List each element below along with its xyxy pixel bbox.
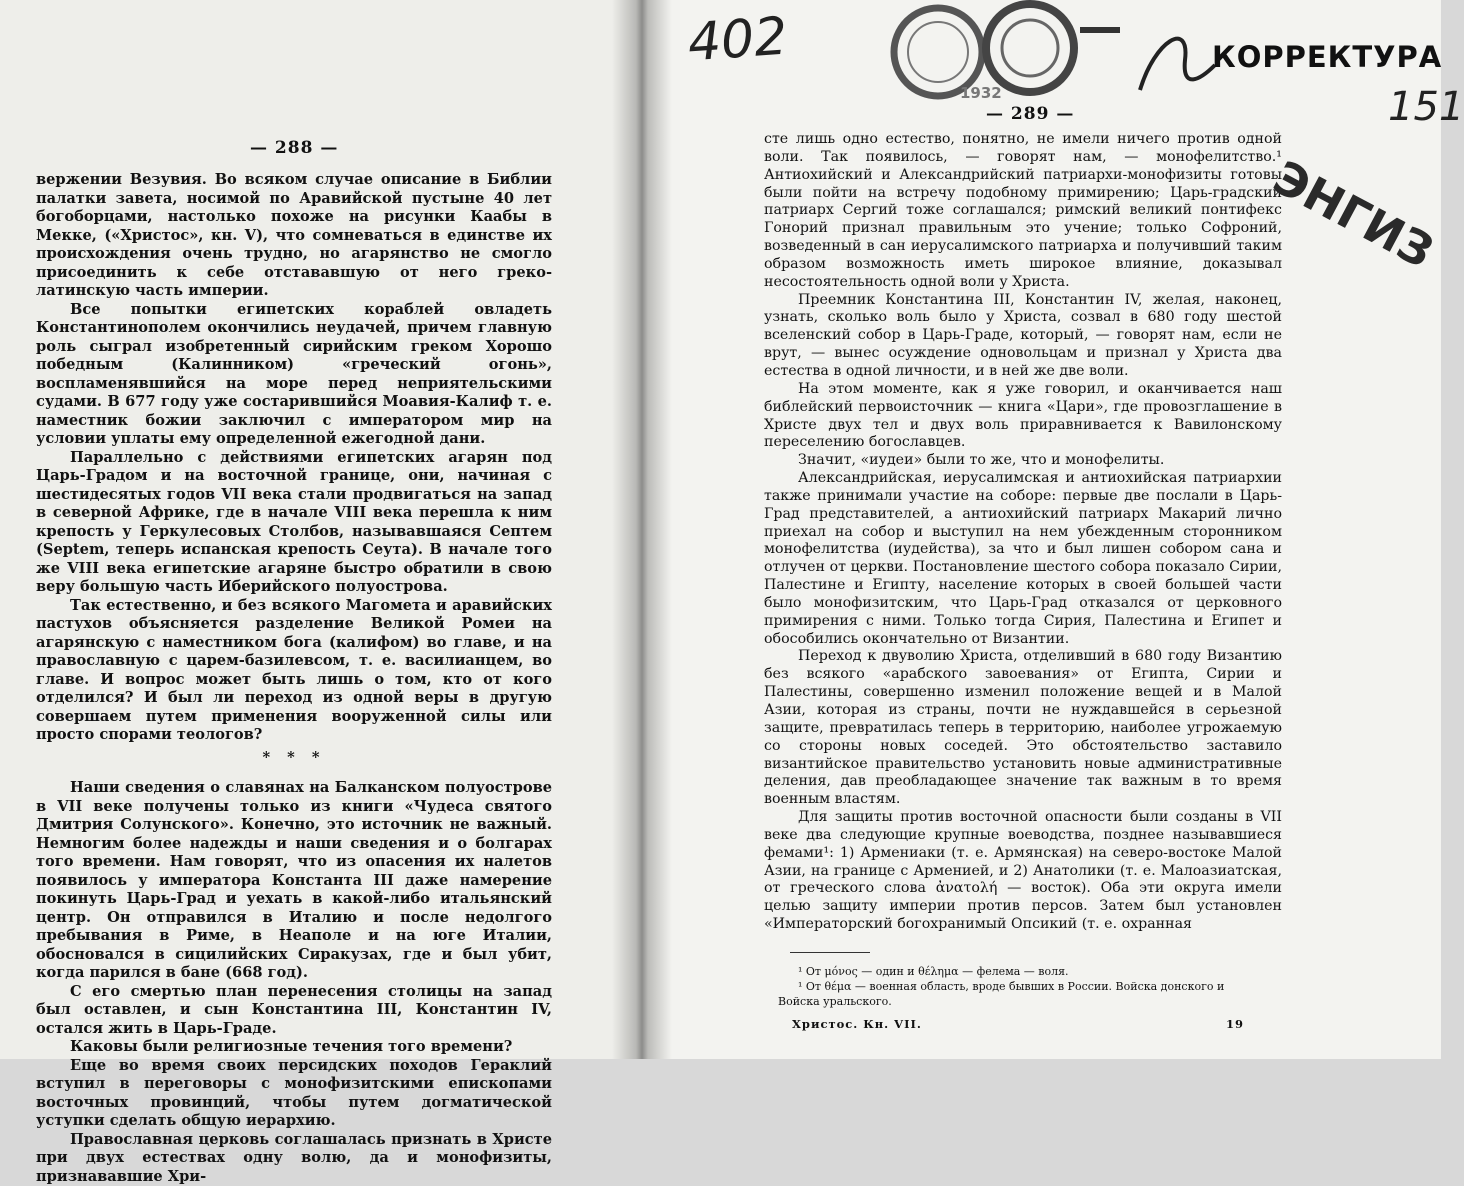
right-page-number: — 289 — bbox=[986, 104, 1074, 124]
footnote-rule bbox=[790, 952, 870, 953]
paragraph: Наши сведения о славянах на Балканском полуострове в VII веке получены только из книги «Чудеса святого Дмитрия Солунского». Конечно, это источник не важный. Немногим более надежды и наши сведения и о болгарах того времени. Нам говорят, что из опасения их налетов появилось у императора Константа III даже намерение покинуть Царь-Град и уехать в какой-либо итальянский центр. Он отправился в Италию и после недолгого пребывания в Риме, в Неаполе и на юге Италии, обосновался в сицилийских Сиракузах, где и был убит, когда парился в бане (668 год). bbox=[36, 779, 552, 983]
paragraph: вержении Везувия. Во всяком случае описание в Библии палатки завета, носимой по Аравийской пустыне 40 лет богоборцами, настолько похоже на рисунки Каабы в Мекке, («Христос», кн. V), что сомневаться в единстве их происхождения очень трудно, но агарянство не смогло присоединить к себе отстававшую от него греко-латинскую часть империи. bbox=[36, 171, 552, 301]
stamp-engiz: ЭНГИЗ bbox=[1265, 150, 1443, 279]
paragraph: Для защиты против восточной опасности были созданы в VII веке два следующие крупные воеводства, позднее называвшиеся фемами¹: 1) Армениаки (т. е. Армянская) на северо-востоке Малой Азии, на границе с Арменией, и 2) Анатолики (т. е. Малоазиатская, от греческого слова ἀνατολή — восток). Оба эти округа имели целью защиту империи против персов. Затем был установлен «Императорский богохранимый Опсикий (т. е. охранная bbox=[764, 809, 1282, 934]
left-page-text bbox=[36, 171, 552, 1186]
footnote: ¹ От μόνος — один и θέλημα — фелема — воля. bbox=[778, 964, 1258, 979]
paragraph: На этом моменте, как я уже говорил, и оканчивается наш библейский первоисточник — книга «Цари», где провозглашение в Христе двух тел и двух воль приравнивается к Вавилонскому переселению богославцев. bbox=[764, 381, 1282, 452]
round-stamps-icon bbox=[890, 0, 1130, 110]
handwritten-corner-number: 151 bbox=[1388, 84, 1464, 130]
paragraph: Переход к двуволию Христа, отделивший в 680 году Византию без всякого «арабского завоевания» от Египта, Сирии и Палестины, совершенно изменил положение вещей и в Малой Азии, которая из страны, почти не нуждавшейся в серьезной защите, превратилась теперь в территорию, наиболее угрожаемую со стороны новых соседей. Это обстоятельство заставило византийское правительство установить новые административные деления, дав преобладающее значение так важным в то время военным властям. bbox=[764, 648, 1282, 809]
paragraph: Александрийская, иерусалимская и антиохийская патриархии также принимали участие на соборе: первые две послали в Царь-Град представителей, а антиохийский патриарх Макарий лично приехал на собор и выступил на нем убежденным сторонником монофелитства (иудейства), за что и был лишен собором сана и отлучен от церкви. Постановление шестого собора показало Сирии, Палестине и Египту, население которых в своей большей части было монофизитским, что Царь-Град отказался от церковного примирения с ними. Только тогда Сирия, Палестина и Египет и обособились окончательно от Византии. bbox=[764, 470, 1282, 648]
paragraph: Значит, «иудеи» были то же, что и монофелиты. bbox=[764, 452, 1282, 470]
footnote: ¹ От θέμα — военная область, вроде бывших в России. Войска донского и Войска уральского. bbox=[778, 979, 1258, 1009]
left-page bbox=[0, 0, 640, 1059]
pencil-swoosh-icon bbox=[1130, 20, 1220, 100]
paragraph: Православная церковь соглашалась признать в Христе при двух естествах одну волю, да и монофизиты, признававшие Хри- bbox=[36, 1131, 552, 1186]
stamp-korrektura: КОРРЕКТУРА bbox=[1212, 40, 1442, 74]
left-page-number: — 288 — bbox=[250, 138, 338, 158]
paragraph: Каковы были религиозные течения того времени? bbox=[36, 1038, 552, 1057]
paragraph: Все попытки египетских кораблей овладеть Константинополем окончились неудачей, причем главную роль сыграл изобретенный сирийским греком Хорошо победным (Калинником) «греческий огонь», воспламенявшийся на море перед неприятельскими судами. В 677 году уже состарившийся Моавия-Калиф т. е. наместник божии заключил с императором мир на условии уплаты ему определенной ежегодной дани. bbox=[36, 301, 552, 449]
book-gutter bbox=[612, 0, 672, 1059]
signature-mark: Христос. Кн. VII. bbox=[792, 1017, 922, 1031]
paragraph: Так естественно, и без всякого Магомета и аравийских пастухов объясняется разделение Великой Ромеи на агарянскую с наместником бога (калифом) во главе, и на православную с царем-базилевсом, т. е. василианцем, во главе. И вопрос может быть лишь о том, кто от кого отделился? И был ли переход из одной веры в другую совершаем путем применения вооруженной силы или просто спорами теологов? bbox=[36, 597, 552, 745]
right-page-text bbox=[764, 131, 1282, 934]
paragraph: С его смертью план перенесения столицы на запад был оставлен, и сын Константина III, Константин IV, остался жить в Царь-Граде. bbox=[36, 983, 552, 1039]
signature-page-number: 19 bbox=[1226, 1017, 1244, 1031]
paragraph: сте лишь одно естество, понятно, не имели ничего против одной воли. Так появилось, — говорят нам, — монофелитство.¹ Антиохийский и Александрийский патриархи-монофизиты готовы были пойти на встречу подобному примирению; Царь-градский патриарх Сергий тоже соглашался; римский великий понтифекс Гонорий признал правильным это учение; только Софроний, возведенный в сан иерусалимского патриарха и получивший таким образом возможность иметь широкое влияние, доказывал несостоятельность одной воли у Христа. bbox=[764, 131, 1282, 292]
footnotes bbox=[778, 964, 1258, 1009]
stamp-year: 1932 bbox=[960, 84, 1002, 102]
paragraph: Параллельно с действиями египетских агарян под Царь-Градом и на восточной границе, они, начиная с шестидесятых годов VII века стали продвигаться на запад в северной Африке, где в начале VIII века перешла к ним крепость у Геркулесовых Столбов, называвшаяся Септем (Septem, теперь испанская крепость Сеута). В начале того же VIII века египетские агаряне быстро обратили в свою веру большую часть Иберийского полуострова. bbox=[36, 449, 552, 597]
paragraph: Еще во время своих персидских походов Гераклий вступил в переговоры с монофизитскими епископами восточных провинций, чтобы путем догматической уступки сделать общую иерархию. bbox=[36, 1057, 552, 1131]
section-divider-asterisks: * * * bbox=[36, 749, 552, 768]
paragraph: Преемник Константина III, Константин IV, желая, наконец, узнать, сколько воль было у Христа, созвал в 680 году шестой вселенский собор в Царь-Граде, который, — говорят нам, если не врут, — вынес осуждение одновольцам и признал у Христа два естества в одной личности, и в ней же две воли. bbox=[764, 292, 1282, 381]
handwritten-number: 402 bbox=[686, 7, 789, 74]
